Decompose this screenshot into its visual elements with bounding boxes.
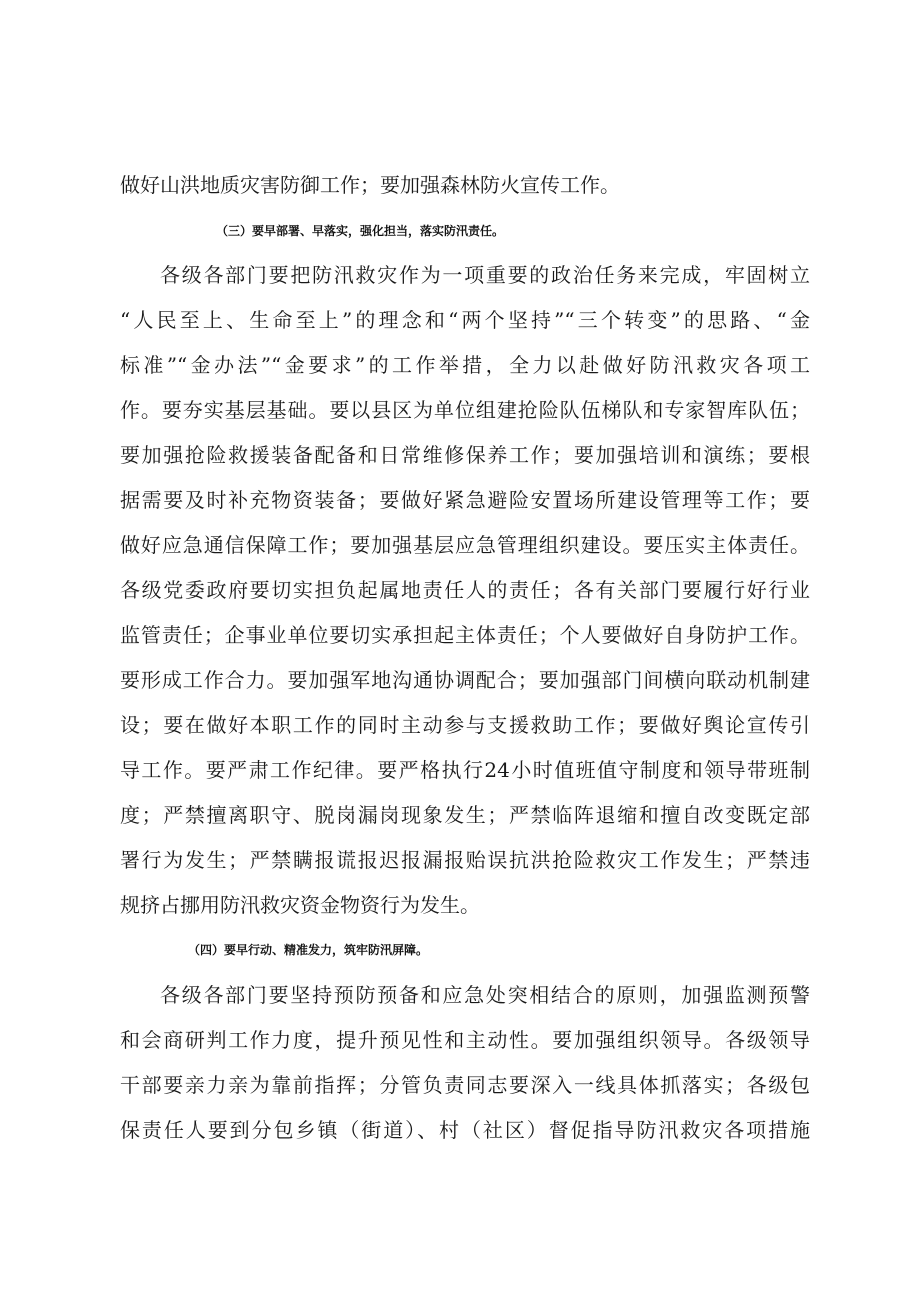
paragraph-line: 作。要夯实基层基础。要以县区为单位组建抢险队伍梯队和专家智库队伍；	[120, 398, 810, 422]
paragraph-line: 做好山洪地质灾害防御工作；要加强森林防火宣传工作。	[120, 173, 620, 197]
paragraph-line: 干部要亲力亲为靠前指挥；分管负责同志要深入一线具体抓落实；各级包	[120, 1073, 810, 1097]
paragraph-line: 各级各部门要把防汛救灾作为一项重要的政治任务来完成，牢固树立	[160, 263, 810, 287]
paragraph-line: 据需要及时补充物资装备；要做好紧急避险安置场所建设管理等工作；要	[120, 488, 810, 512]
paragraph-line: 和会商研判工作力度，提升预见性和主动性。要加强组织领导。各级领导	[120, 1028, 810, 1052]
paragraph-line: 规挤占挪用防汛救灾资金物资行为发生。	[120, 893, 480, 917]
paragraph-line: “人民至上、生命至上”的理念和“两个坚持”“三个转变”的思路、“金	[120, 308, 810, 332]
paragraph-line: 标准”“金办法”“金要求”的工作举措，全力以赴做好防汛救灾各项工	[120, 353, 810, 377]
paragraph-line: 各级各部门要坚持预防预备和应急处突相结合的原则，加强监测预警	[160, 983, 810, 1007]
paragraph-line: 监管责任；企事业单位要切实承担起主体责任；个人要做好自身防护工作。	[120, 623, 810, 647]
section-heading-3: （三）要早部署、早落实，强化担当，落实防汛责任。	[216, 224, 505, 238]
paragraph-line: 设；要在做好本职工作的同时主动参与支援救助工作；要做好舆论宣传引	[120, 713, 810, 737]
paragraph-line: 做好应急通信保障工作；要加强基层应急管理组织建设。要压实主体责任。	[120, 533, 810, 557]
paragraph-line: 署行为发生；严禁瞒报谎报迟报漏报贻误抗洪抢险救灾工作发生；严禁违	[120, 848, 810, 872]
paragraph-line: 度；严禁擅离职守、脱岗漏岗现象发生；严禁临阵退缩和擅自改变既定部	[120, 803, 810, 827]
paragraph-line: 各级党委政府要切实担负起属地责任人的责任；各有关部门要履行好行业	[120, 578, 810, 602]
section-heading-4: （四）要早行动、精准发力，筑牢防汛屏障。	[188, 943, 429, 957]
paragraph-line: 导工作。要严肃工作纪律。要严格执行24小时值班值守制度和领导带班制	[120, 758, 810, 782]
paragraph-line: 要形成工作合力。要加强军地沟通协调配合；要加强部门间横向联动机制建	[120, 668, 810, 692]
paragraph-line: 保责任人要到分包乡镇（街道）、村（社区）督促指导防汛救灾各项措施	[120, 1118, 810, 1142]
paragraph-line: 要加强抢险救援装备配备和日常维修保养工作；要加强培训和演练；要根	[120, 443, 810, 467]
